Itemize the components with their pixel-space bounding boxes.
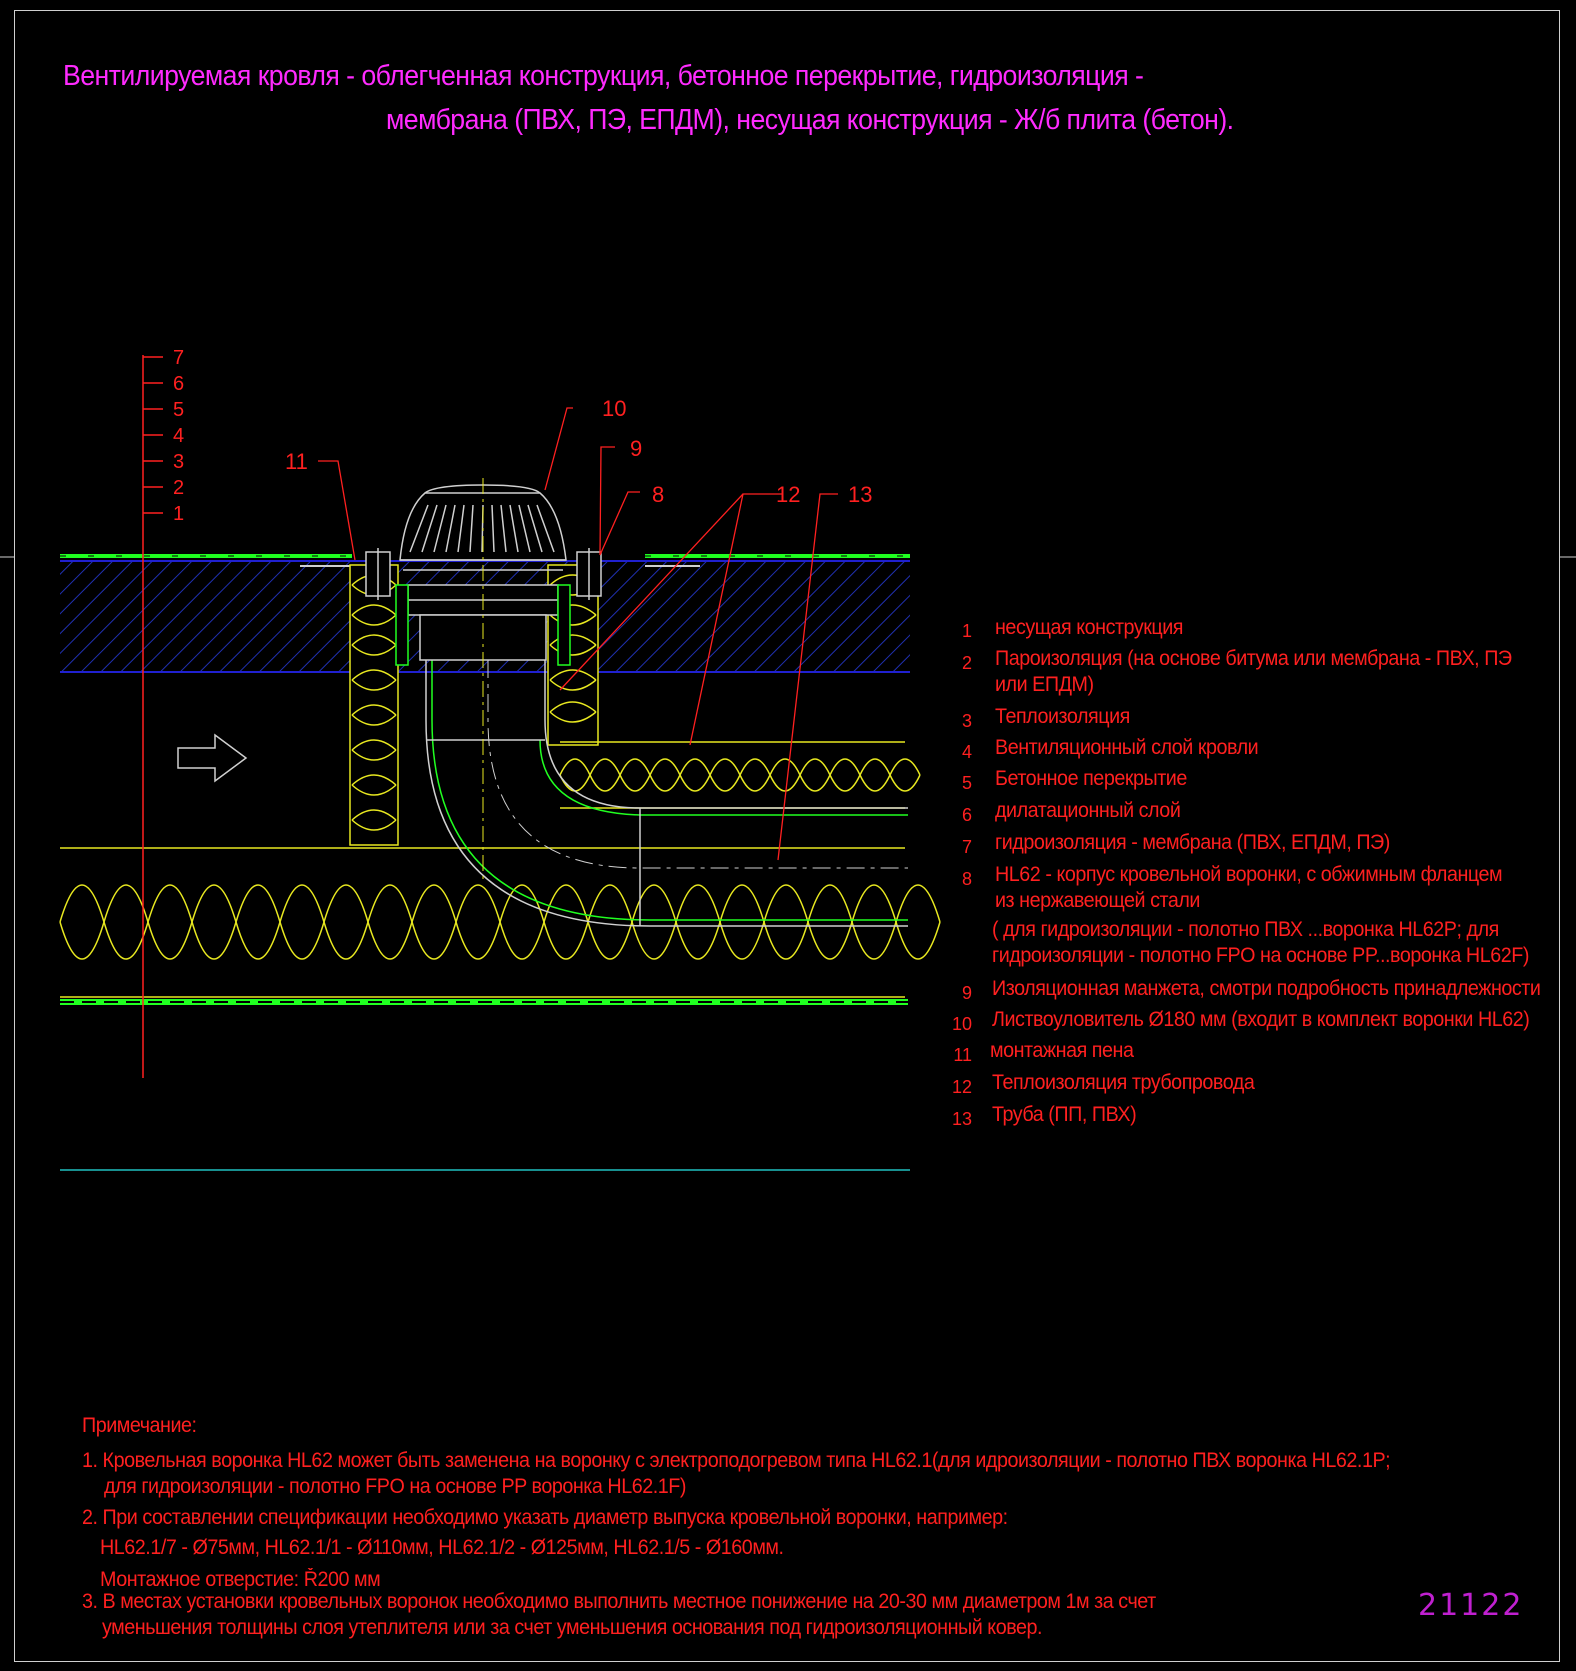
legend-num: 7 bbox=[961, 837, 972, 857]
legend-text: ( для гидроизоляции - полотно ПВХ ...воронка HL62P; для гидроизоляции - полотно FPO на основе PP...воронка HL62F) bbox=[992, 918, 1529, 967]
legend-num: 6 bbox=[961, 805, 972, 825]
note-3-line-1: 3. В местах установки кровельных воронок необходимо выполнить местное понижение на 20-30 мм диаметром 1м за счет bbox=[82, 1590, 1156, 1613]
layer-scale bbox=[143, 347, 184, 1078]
legend-text: Теплоизоляция трубопровода bbox=[992, 1071, 1255, 1094]
legend-text: дилатационный слой bbox=[995, 799, 1181, 822]
scale-label-7: 7 bbox=[173, 347, 185, 369]
legend-num: 9 bbox=[961, 983, 972, 1003]
drain-pipe bbox=[426, 660, 908, 926]
note-2-line-3: Монтажное отверстие: Ř200 мм bbox=[100, 1568, 381, 1591]
legend-num: 13 bbox=[951, 1109, 972, 1129]
note-1-line-1: 1. Кровельная воронка HL62 может быть заменена на воронку с электроподогревом типа HL62.1(для идроизоляции - полотно ПВХ воронка HL62.1P; bbox=[82, 1449, 1391, 1472]
drawing-number: 21122 bbox=[1418, 1588, 1524, 1623]
legend-num: 5 bbox=[961, 773, 972, 793]
title-line-1: Вентилируемая кровля - облегченная конструкция, бетонное перекрытие, гидроизоляция - bbox=[63, 60, 1144, 92]
bottom-insulation bbox=[60, 848, 940, 997]
legend-text: гидроизоляция - мембрана (ПВХ, ЕПДМ, ПЭ) bbox=[995, 831, 1390, 854]
legend-text: Труба (ПП, ПВХ) bbox=[992, 1103, 1137, 1126]
note-2-line-2: HL62.1/7 - Ø75мм, HL62.1/1 - Ø110мм, HL62.1/2 - Ø125мм, HL62.1/5 - Ø160мм. bbox=[100, 1536, 784, 1559]
note-3-line-2: уменьшения толщины слоя утеплителя или за счет уменьшения основания под гидроизоляционный ковер. bbox=[102, 1616, 1043, 1639]
scale-label-5: 5 bbox=[173, 399, 185, 421]
legend-num: 2 bbox=[961, 653, 972, 673]
legend-text: монтажная пена bbox=[990, 1039, 1134, 1062]
legend-num: 8 bbox=[961, 869, 972, 889]
legend-text: Бетонное перекрытие bbox=[995, 767, 1187, 790]
pipe-insulation bbox=[560, 742, 920, 808]
callout-13: 13 bbox=[848, 482, 873, 507]
scale-label-4: 4 bbox=[173, 425, 185, 447]
note-2-line-1: 2. При составлении спецификации необходимо указать диаметр выпуска кровельной воронки, например: bbox=[82, 1506, 1008, 1529]
legend-num: 12 bbox=[951, 1077, 972, 1097]
note-1-line-2: для гидроизоляции - полотно FPO на основе PP воронка HL62.1F) bbox=[104, 1475, 686, 1498]
scale-label-1: 1 bbox=[173, 503, 185, 525]
legend-num: 4 bbox=[961, 742, 972, 762]
legend-num: 11 bbox=[953, 1045, 972, 1065]
legend-text: Теплоизоляция bbox=[995, 705, 1130, 728]
callout-11: 11 bbox=[285, 449, 308, 474]
scale-label-3: 3 bbox=[173, 451, 185, 473]
callout-9: 9 bbox=[630, 436, 643, 461]
legend-num: 1 bbox=[961, 621, 972, 641]
flow-arrow-icon bbox=[178, 735, 246, 781]
callout-8: 8 bbox=[652, 482, 665, 507]
legend-text: Листвоуловитель Ø180 мм (входит в комплект воронки HL62) bbox=[992, 1008, 1530, 1031]
legend-text: HL62 - корпус кровельной воронки, с обжимным фланцем из нержавеющей стали bbox=[995, 863, 1503, 912]
callout-12: 12 bbox=[776, 482, 801, 507]
callout-10: 10 bbox=[602, 396, 627, 421]
legend-text: несущая конструкция bbox=[995, 616, 1184, 639]
scale-label-6: 6 bbox=[173, 373, 185, 395]
legend-text: Пароизоляция (на основе битума или мембрана - ПВХ, ПЭ или ЕПДМ) bbox=[995, 647, 1512, 696]
legend-text: Вентиляционный слой кровли bbox=[995, 736, 1259, 759]
title-line-2: мембрана (ПВХ, ПЭ, ЕПДМ), несущая конструкция - Ж/б плита (бетон). bbox=[386, 104, 1234, 136]
notes-heading: Примечание: bbox=[82, 1414, 197, 1437]
legend-text: Изоляционная манжета, смотри подробность принадлежности bbox=[992, 977, 1541, 1000]
legend-num: 10 bbox=[951, 1014, 972, 1034]
legend-num: 3 bbox=[961, 711, 972, 731]
scale-label-2: 2 bbox=[173, 477, 185, 499]
